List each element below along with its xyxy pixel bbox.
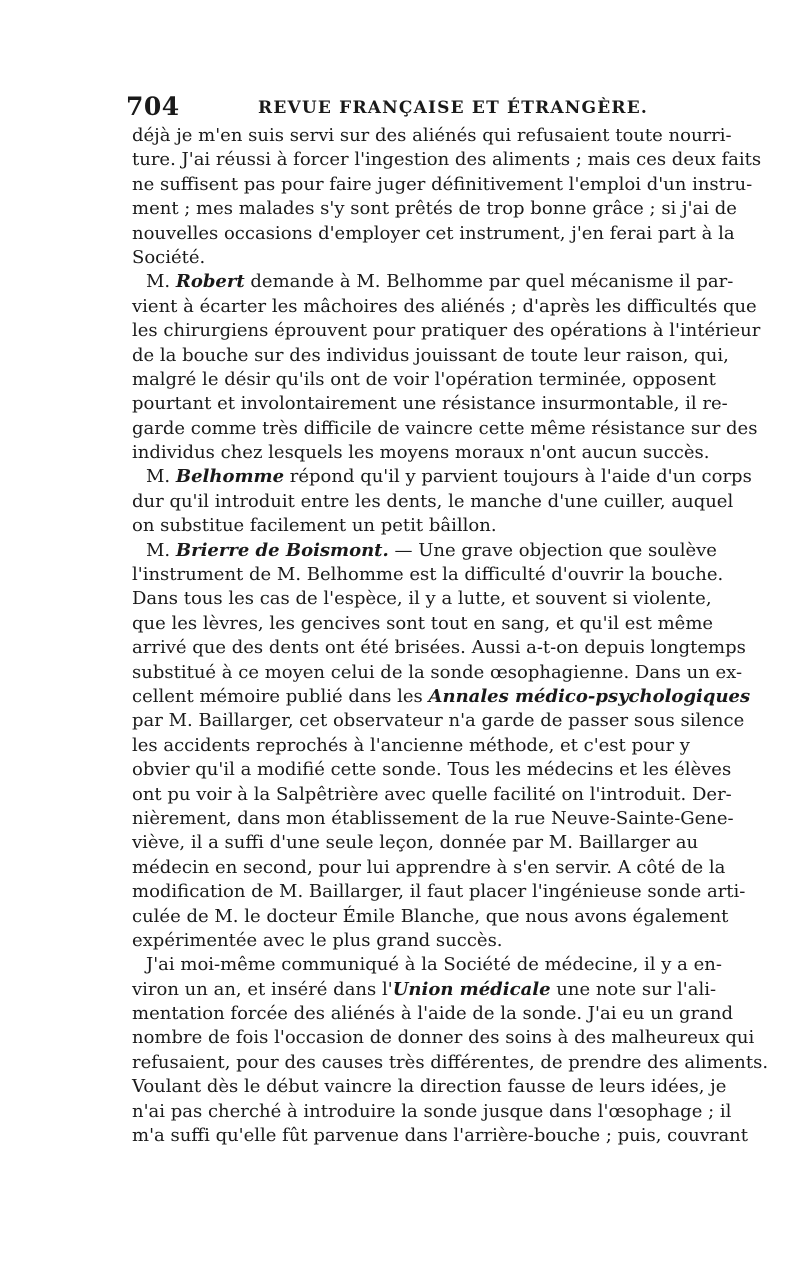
speaker-name: Robert — [175, 271, 245, 293]
text-line: les accidents reprochés à l'ancienne méthode, et c'est pour y — [132, 734, 690, 756]
text-line: modification de M. Baillarger, il faut placer l'ingénieuse sonde arti- — [132, 881, 746, 903]
text-line: ture. J'ai réussi à forcer l'ingestion des aliments ; mais ces deux faits — [132, 149, 762, 171]
text-line: mentation forcée des aliénés à l'aide de la sonde. J'ai eu un grand — [132, 1003, 734, 1025]
running-title: REVUE FRANÇAISE ET ÉTRANGÈRE. — [258, 98, 648, 118]
text-line: refusaient, pour des causes très différentes, de prendre des aliments. — [132, 1051, 769, 1073]
text-line: m'a suffi qu'elle fût parvenue dans l'arrière-bouche ; puis, couvrant — [132, 1125, 748, 1147]
text-line: individus chez lesquels les moyens moraux n'ont aucun succès. — [132, 442, 710, 464]
text-line: l'instrument de M. Belhomme est la difficulté d'ouvrir la bouche. — [132, 564, 724, 586]
text-line: M. Belhomme répond qu'il y parvient toujours à l'aide d'un corps — [146, 466, 752, 488]
text-line: J'ai moi-même communiqué à la Société de médecine, il y a en- — [146, 954, 722, 976]
text-line: les chirurgiens éprouvent pour pratiquer des opérations à l'intérieur — [132, 320, 761, 342]
text-line: expérimentée avec le plus grand succès. — [132, 929, 503, 951]
text-line: ment ; mes malades s'y sont prêtés de trop bonne grâce ; si j'ai de — [132, 198, 737, 220]
journal-title: Annales médico-psychologiques — [428, 685, 751, 707]
page-header — [126, 92, 674, 122]
text-line: que les lèvres, les gencives sont tout en sang, et qu'il est même — [132, 612, 714, 634]
speaker-name: Belhomme — [175, 466, 285, 488]
text-line: pourtant et involontairement une résistance insurmontable, il re- — [132, 393, 728, 415]
page-number: 704 — [126, 92, 180, 121]
text-line: M. Robert demande à M. Belhomme par quel mécanisme il par- — [146, 271, 734, 293]
text-line: malgré le désir qu'ils ont de voir l'opération terminée, opposent — [132, 368, 716, 390]
text-line: médecin en second, pour lui apprendre à s'en servir. A côté de la — [132, 856, 726, 878]
text-line: Société. — [132, 246, 206, 268]
body-text — [132, 124, 769, 1148]
text-line: viève, il a suffi d'une seule leçon, donnée par M. Baillarger au — [132, 832, 699, 854]
journal-title: Union médicale — [392, 978, 551, 1000]
text-line: déjà je m'en suis servi sur des aliénés qui refusaient toute nourri- — [132, 125, 732, 146]
text-line: vient à écarter les mâchoires des aliénés ; d'après les difficultés que — [132, 295, 757, 317]
text-line: de la bouche sur des individus jouissant de toute leur raison, qui, — [132, 344, 729, 366]
text-line: M. Brierre de Boismont. — Une grave objection que soulève — [146, 539, 717, 561]
text-line: on substitue facilement un petit bâillon. — [132, 515, 497, 537]
text-line: n'ai pas cherché à introduire la sonde jusque dans l'œsophage ; il — [132, 1100, 732, 1122]
speaker-name: Brierre de Boismont. — [175, 539, 389, 561]
text-line: ne suffisent pas pour faire juger définitivement l'emploi d'un instru- — [132, 173, 753, 195]
text-line: nièrement, dans mon établissement de la rue Neuve-Sainte-Gene- — [132, 807, 734, 829]
text-line: Dans tous les cas de l'espèce, il y a lutte, et souvent si violente, — [132, 588, 712, 610]
text-line: substitué à ce moyen celui de la sonde œsophagienne. Dans un ex- — [132, 661, 743, 683]
text-line: viron un an, et inséré dans l'Union médicale une note sur l'ali- — [132, 978, 717, 1000]
text-line: arrivé que des dents ont été brisées. Aussi a-t-on depuis longtemps — [132, 637, 746, 659]
text-line: Voulant dès le début vaincre la direction fausse de leurs idées, je — [132, 1076, 727, 1098]
text-line: cellent mémoire publié dans les Annales médico-psychologiques — [132, 685, 751, 707]
text-line: dur qu'il introduit entre les dents, le manche d'une cuiller, auquel — [132, 490, 734, 512]
text-line: nombre de fois l'occasion de donner des soins à des malheureux qui — [132, 1027, 755, 1049]
text-line: garde comme très difficile de vaincre cette même résistance sur des — [132, 417, 758, 439]
text-line: par M. Baillarger, cet observateur n'a garde de passer sous silence — [132, 710, 745, 732]
text-line: obvier qu'il a modifié cette sonde. Tous les médecins et les élèves — [132, 759, 732, 781]
text-line: culée de M. le docteur Émile Blanche, que nous avons également — [132, 905, 729, 927]
text-line: ont pu voir à la Salpêtrière avec quelle facilité on l'introduit. Der- — [132, 783, 732, 805]
text-line: nouvelles occasions d'employer cet instrument, j'en ferai part à la — [132, 222, 735, 244]
